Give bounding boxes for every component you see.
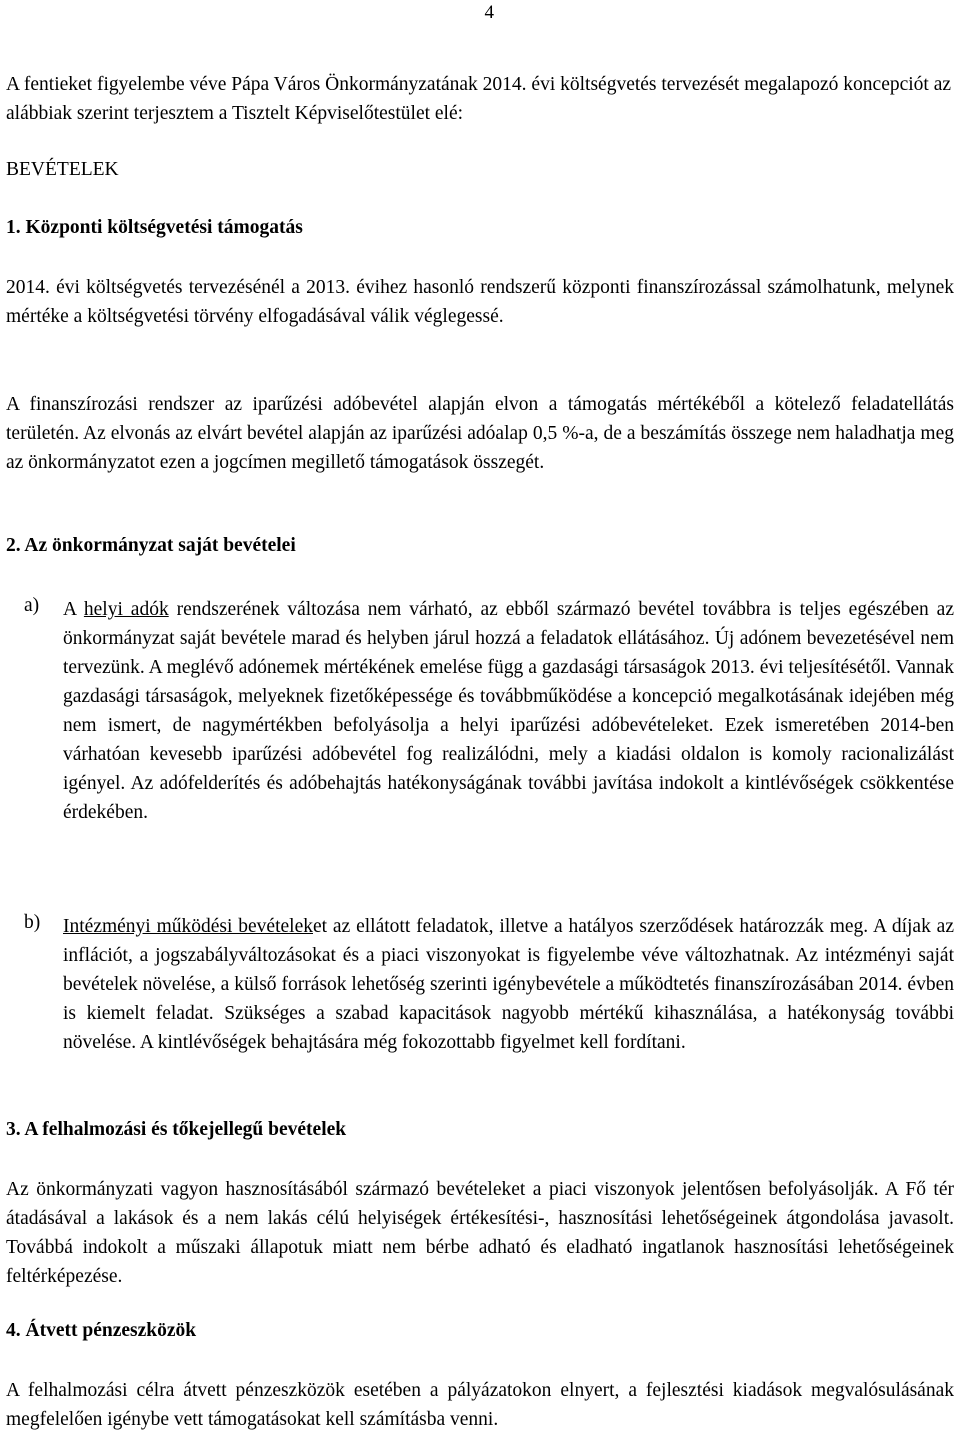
heading-sajat-bevetelek: 2. Az önkormányzat saját bevételei xyxy=(6,535,296,556)
paragraph-s4-1: A felhalmozási célra átvett pénzeszközök esetében a pályázatokon elnyert, a fejlesztési kiadások megvalósulásának megfelelően igénybe vett támogatásokat kell számításba venni. xyxy=(6,1380,954,1430)
heading-atvett-penzeszkozok: 4. Átvett pénzeszközök xyxy=(6,1320,197,1341)
paragraph-s3-1: Az önkormányzati vagyon hasznosításából származó bevételeket a piaci viszonyok jelentősen befolyásolják. A Fő tér átadásával a lakások és a nem lakás célú helyiségek értékesítési-, hasznosítási lehetőségeinek átgondolása javasolt. Továbbá indokolt a műszaki állapotuk miatt nem bérbe adható és eladható ingatlanok hasznosítási lehetőségeinek feltérképezése. xyxy=(6,1179,954,1287)
list-item-a-text: A helyi adók rendszerének változása nem várható, az ebből származó bevétel továbbra is teljes egészében az önkormányzat saját bevétele marad és helyben járul hozzá a feladatok ellátásához. Új adónem bevezetésével nem tervezünk. A meglévő adónemek mértékének emelése függ a gazdasági társaságok 2013. évi teljesítésétől. Vannak gazdasági társaságok, melyeknek fizetőképessége és továbbműködése a koncepció megalkotásának idejében még nem ismert, de nagymértékben befolyásolja a helyi iparűzési adóbevételeket. Ezek ismeretében 2014-ben várhatóan kevesebb iparűzési adóbevétel fog realizálódni, mely a kiadási oldalon is komoly racionalizálást igényel. Az adófelderítés és adóbehajtás hatékonyságának további javítása indokolt a kintlévőségek csökkentése érdekében. xyxy=(63,599,954,823)
heading-felhalmozasi-bevetelek: 3. A felhalmozási és tőkejellegű bevételek xyxy=(6,1119,347,1140)
page-number: 4 xyxy=(484,2,494,23)
intezmenyi-bevetelek-link[interactable]: Intézményi működési bevételek xyxy=(63,916,313,937)
paragraph-s1-2: A finanszírozási rendszer az iparűzési adóbevétel alapján elvon a támogatás mértékéből a kötelező feladatellátás területén. Az elvonás az elvárt bevétel alapján az iparűzési adóalap 0,5 %-a, de a beszámítás összege nem haladhatja meg az önkormányzatot ezen a jogcímen megillető támogatások összegét. xyxy=(6,394,954,473)
heading-kozponti-tamogatas: 1. Központi költségvetési támogatás xyxy=(6,217,303,238)
list-item-b-text: Intézményi működési bevételeket az ellátott feladatok, illetve a hatályos szerződések határozzák meg. A díjak az inflációt, a jogszabályváltozásokat és a piaci viszonyokat is figyelembe véve változhatnak. Az intézményi saját bevételek növelése, a külső források lehetőség szerinti igénybevétele a működtetés finanszírozásában 2014. évben is kiemelt feladat. Szükséges a szabad kapacitások nagyobb mértékű kihasználása, a hatékonyság további növelése. A kintlévőségek behajtására még fokozottabb figyelmet kell fordítani. xyxy=(63,916,954,1053)
section-title-bevetelek: BEVÉTELEK xyxy=(6,159,119,180)
list-label-b: b) xyxy=(24,912,41,933)
intro-paragraph: A fentieket figyelembe véve Pápa Város Önkormányzatának 2014. évi költségvetés tervezését megalapozó koncepciót az alábbiak szerint terjesztem a Tisztelt Képviselőtestület elé: xyxy=(6,74,952,124)
paragraph-s1-1: 2014. évi költségvetés tervezésénél a 2013. évihez hasonló rendszerű központi finanszírozással számolhatunk, melynek mértéke a költségvetési törvény elfogadásával válik véglegessé. xyxy=(6,277,954,327)
list-label-a: a) xyxy=(24,595,40,616)
helyi-adok-link[interactable]: helyi adók xyxy=(83,599,169,620)
